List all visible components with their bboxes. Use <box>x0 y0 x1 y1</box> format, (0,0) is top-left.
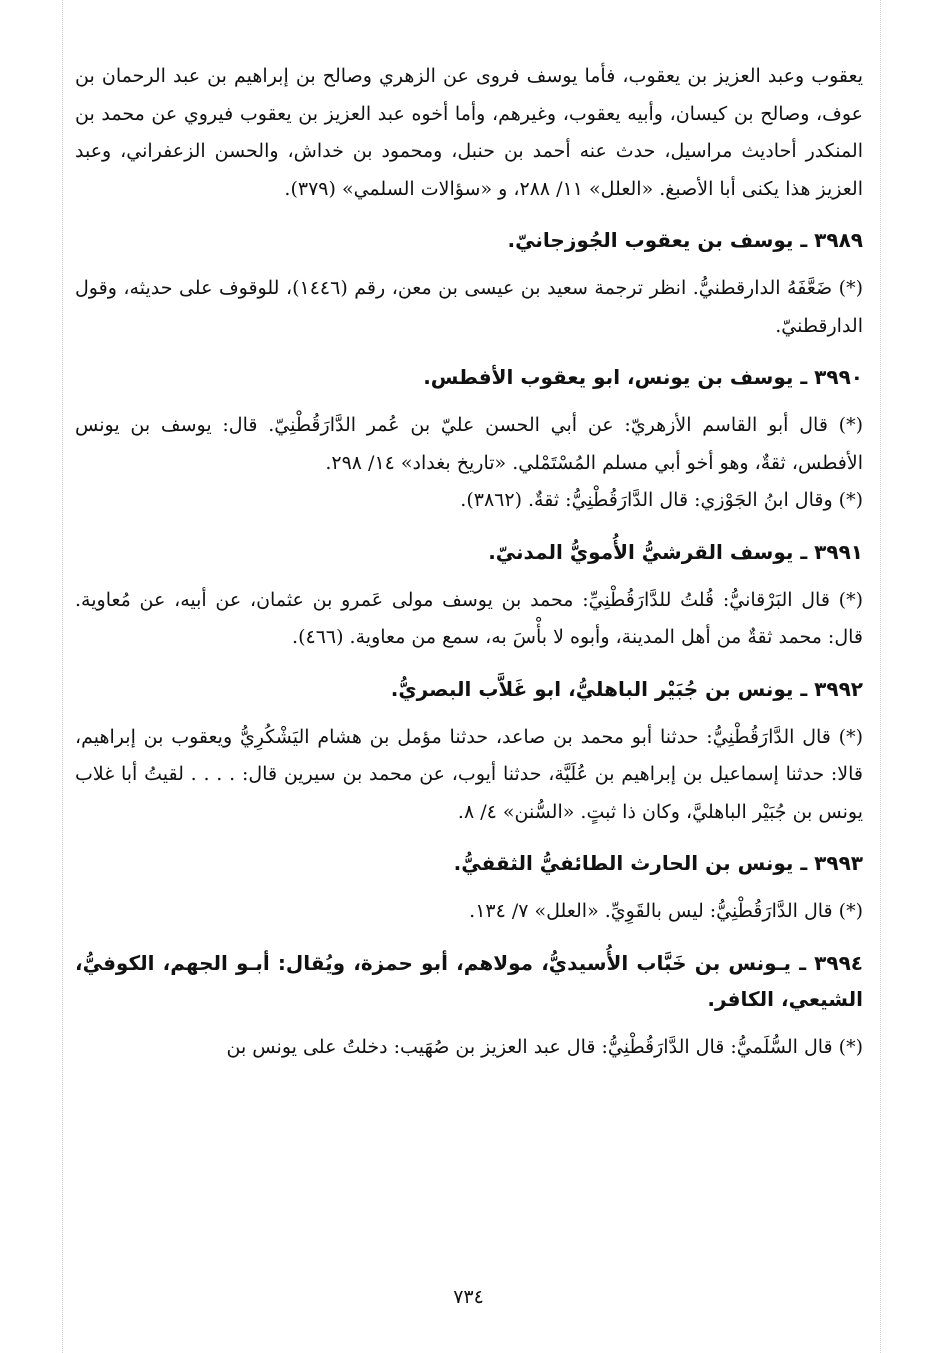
entry-heading-3993: ٣٩٩٣ ـ يونس بن الحارث الطائفيُّ الثقفيُّ. <box>453 851 863 875</box>
page-number: ٧٣٤ <box>453 1286 484 1308</box>
entry-3989-text: (*) ضَعَّفَهُ الدارقطنيُّ. انظر ترجمة سعيد بن عيسى بن معن، رقم (١٤٤٦)، للوقوف على حديثه، وقول الدارقطنيّ. <box>75 277 863 337</box>
entry-3990-text-1: (*) قال أبو القاسم الأزهريّ: عن أبي الحسن عليّ بن عُمر الدَّارَقُطْنِيّ. قال: يوسف بن يونس الأفطس، ثقةٌ، وهو أخو أبي مسلم المُسْتَمْلي. «تاريخ بغداد» ١٤/ ٢٩٨. <box>75 414 863 474</box>
entry-3990-text-2: (*) وقال ابنُ الجَوْزي: قال الدَّارَقُطْنِيُّ: ثقةٌ. (٣٨٦٢). <box>460 489 863 511</box>
entry-heading-3994: ٣٩٩٤ ـ يـونس بن خَبَّاب الأُسيديُّ، مولاهم، أبو حمزة، ويُقال: أبـو الجهم، الكوفيُّ، الشيعي، الكافر. <box>75 950 863 1011</box>
intro-paragraph: يعقوب وعبد العزيز بن يعقوب، فأما يوسف فروى عن الزهري وصالح بن إبراهيم بن عبد الرحمان بن عوف، وصالح بن كيسان، وأبيه يعقوب، وغيرهم، وأما أخوه عبد العزيز بن يعقوب فيروي عن محمد بن المنكدر أحاديث مراسيل، حدث عنه أحمد بن حنبل، ومحمود بن خداش، والحسن الزعفراني، وعبد العزيز هذا يكنى أبا الأصبغ. «العلل» ١١/ ٢٨٨، و «سؤالات السلمي» (٣٧٩). <box>75 65 863 200</box>
entry-heading-3990: ٣٩٩٠ ـ يوسف بن يونس، ابو يعقوب الأفطس. <box>423 365 863 389</box>
entry-heading-3989: ٣٩٨٩ ـ يوسف بن يعقوب الجُوزجانيّ. <box>507 228 863 252</box>
entry-heading-3992: ٣٩٩٢ ـ يونس بن جُبَيْر الباهليُّ، ابو غَلاَّب البصريُّ. <box>390 676 863 701</box>
margin-guide <box>62 0 63 1353</box>
entry-3992-text: (*) قال الدَّارَقُطْنِيُّ: حدثنا أبو محمد بن صاعد، حدثنا مؤمل بن هشام اليَشْكُرِيُّ ويعقوب بن إبراهيم، قالا: حدثنا إسماعيل بن إبراهيم بن عُلَيَّة، حدثنا أيوب، عن محمد بن سيرين قال: . . . . لقيتُ أبا غلاب يونس بن جُبَيْر الباهليَّ، وكان ذا ثبتٍ. «السُّنن» ٤/ ٨. <box>75 725 863 823</box>
entry-3991-text: (*) قال البَرْقانيُّ: قُلتُ للدَّارَقُطْنِيِّ: محمد بن يوسف مولى عَمرو بن عثمان، عن أبيه، عن مُعاوية. قال: محمد ثقةٌ من أهل المدينة، وأبوه لا بأْسَ به، سمع من معاوية. (٤٦٦). <box>75 588 863 648</box>
entry-3993-text: (*) قال الدَّارَقُطْنِيُّ: ليس بالقَوِيِّ. «العلل» ٧/ ١٣٤. <box>469 900 863 922</box>
margin-guide <box>880 0 881 1353</box>
page-body <box>75 58 863 1066</box>
entry-3994-text: (*) قال السُّلَميُّ: قال الدَّارَقُطْنِيُّ: قال عبد العزيز بن صُهَيب: دخلتُ على يونس بن <box>226 1035 863 1058</box>
entry-heading-3991: ٣٩٩١ ـ يوسف القرشيُّ الأُمويُّ المدنيّ. <box>488 539 863 564</box>
